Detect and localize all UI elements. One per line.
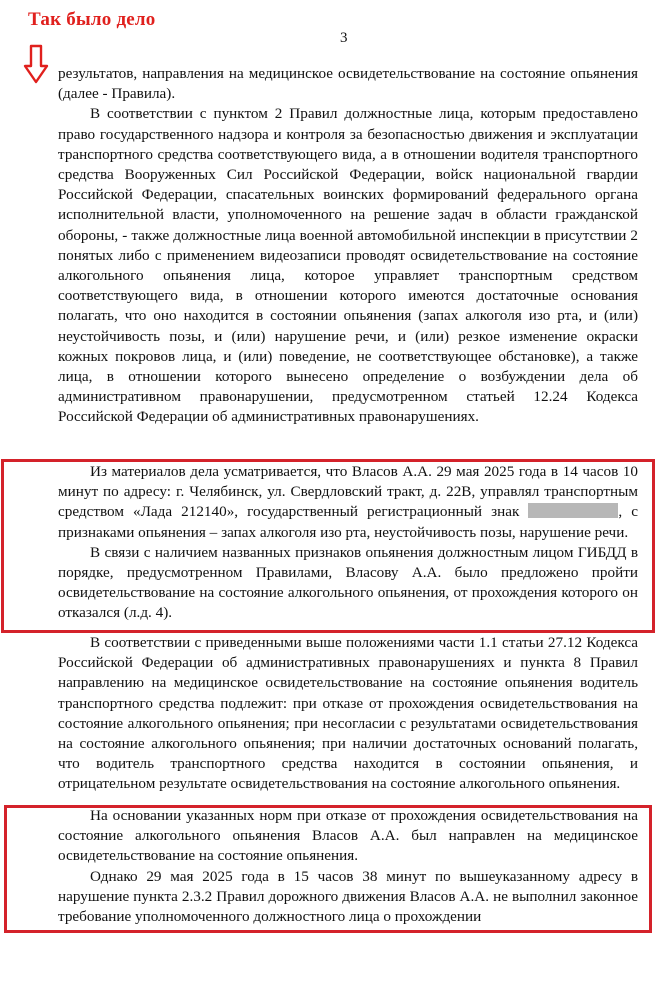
page-number: 3 bbox=[340, 30, 348, 46]
paragraph-law-provisions: В соответствии с приведенными выше положениями части 1.1 статьи 27.12 Кодекса Российской Федерации об административных правонарушениях и пункта 8 Правил направлению на медицинское освидетельствование на состояние опьянения водитель транспортного средства подлежит: при отказе от прохождения освидетельствования на состояние алкогольного опьянения; при несогласии с результатами освидетельствования на состояние алкогольного опьянения; при наличии достаточных оснований полагать, что водитель транспортного средства находится в состоянии опьянения, и отрицательном результате освидетельствования на состояние алкогольного опьянения. bbox=[58, 634, 638, 793]
paragraph-refusal: В связи с наличием названных признаков опьянения должностным лицом ГИБДД в порядке, предусмотренном Правилами, Власову А.А. было предложено пройти освидетельствование на состояние алкогольного опьянения, от прохождения которого он отказался (л.д. 4). bbox=[58, 543, 638, 622]
paragraph-referral: На основании указанных норм при отказе от прохождения освидетельствования на состояние алкогольного опьянения Власов А.А. был направлен на медицинское освидетельствование на состояние опьянения. bbox=[58, 807, 638, 865]
paragraph-rules-point-2: В соответствии с пунктом 2 Правил должностные лица, которым предоставлено право государственного надзора и контроля за безопасностью движения и эксплуатации транспортного средства соответствующего вида, а в отношении водителя транспортного средства Вооруженных Сил Российской Федерации, войск национальной гвардии Российской Федерации, спасательных воинских формирований федерального органа исполнительной власти, уполномоченного на решение задач в области гражданской обороны, - также должностные лица военной автомобильной инспекции в присутствии 2 понятых либо с применением видеозаписи проводят освидетельствование на состояние алкогольного опьянения лица, которое управляет транспортным средством соответствующего вида, в отношении которого имеются достаточные основания полагать, что оно находится в состоянии опьянения (запах алкоголя изо рта, и (или) неустойчивость позы, и (или) нарушение речи, и (или) резкое изменение окраски кожных покровов лица, и (или) поведение, не соответствующее обстановке), а также лица, в отношении которого вынесено определение о возбуждении дела об административном правонарушении, предусмотренном статьей 12.24 Кодекса Российской Федерации об административных правонарушениях. bbox=[58, 105, 638, 426]
case-text-before-plate: Из материалов дела усматривается, что Власов А.А. 29 мая 2025 года в 14 часов 10 минут по адресу: г. Челябинск, ул. Свердловский тракт, д. 22В, управлял транспортным средством «Лада 212140», государственный регистрационный знак bbox=[58, 463, 638, 521]
redacted-plate bbox=[528, 503, 618, 518]
text-block-rules bbox=[58, 64, 638, 428]
text-block-law bbox=[58, 633, 638, 795]
paragraph-case-materials bbox=[58, 462, 638, 543]
arrow-down-icon bbox=[23, 44, 49, 84]
paragraph-rules-ending: результатов, направления на медицинское освидетельствование на состояние опьянения (далее - Правила). bbox=[58, 65, 638, 103]
text-block-conclusion bbox=[58, 806, 638, 927]
case-text-after-plate: , с признаками опьянения – запах алкоголя изо рта, неустойчивость позы, нарушение речи. bbox=[58, 503, 638, 541]
text-block-facts bbox=[58, 462, 638, 624]
annotation-title: Так было дело bbox=[28, 9, 156, 30]
paragraph-violation: Однако 29 мая 2025 года в 15 часов 38 минут по вышеуказанному адресу в нарушение пункта 2.3.2 Правил дорожного движения Власов А.А. не выполнил законное требование уполномоченного должностного лица о прохождении bbox=[58, 867, 638, 926]
